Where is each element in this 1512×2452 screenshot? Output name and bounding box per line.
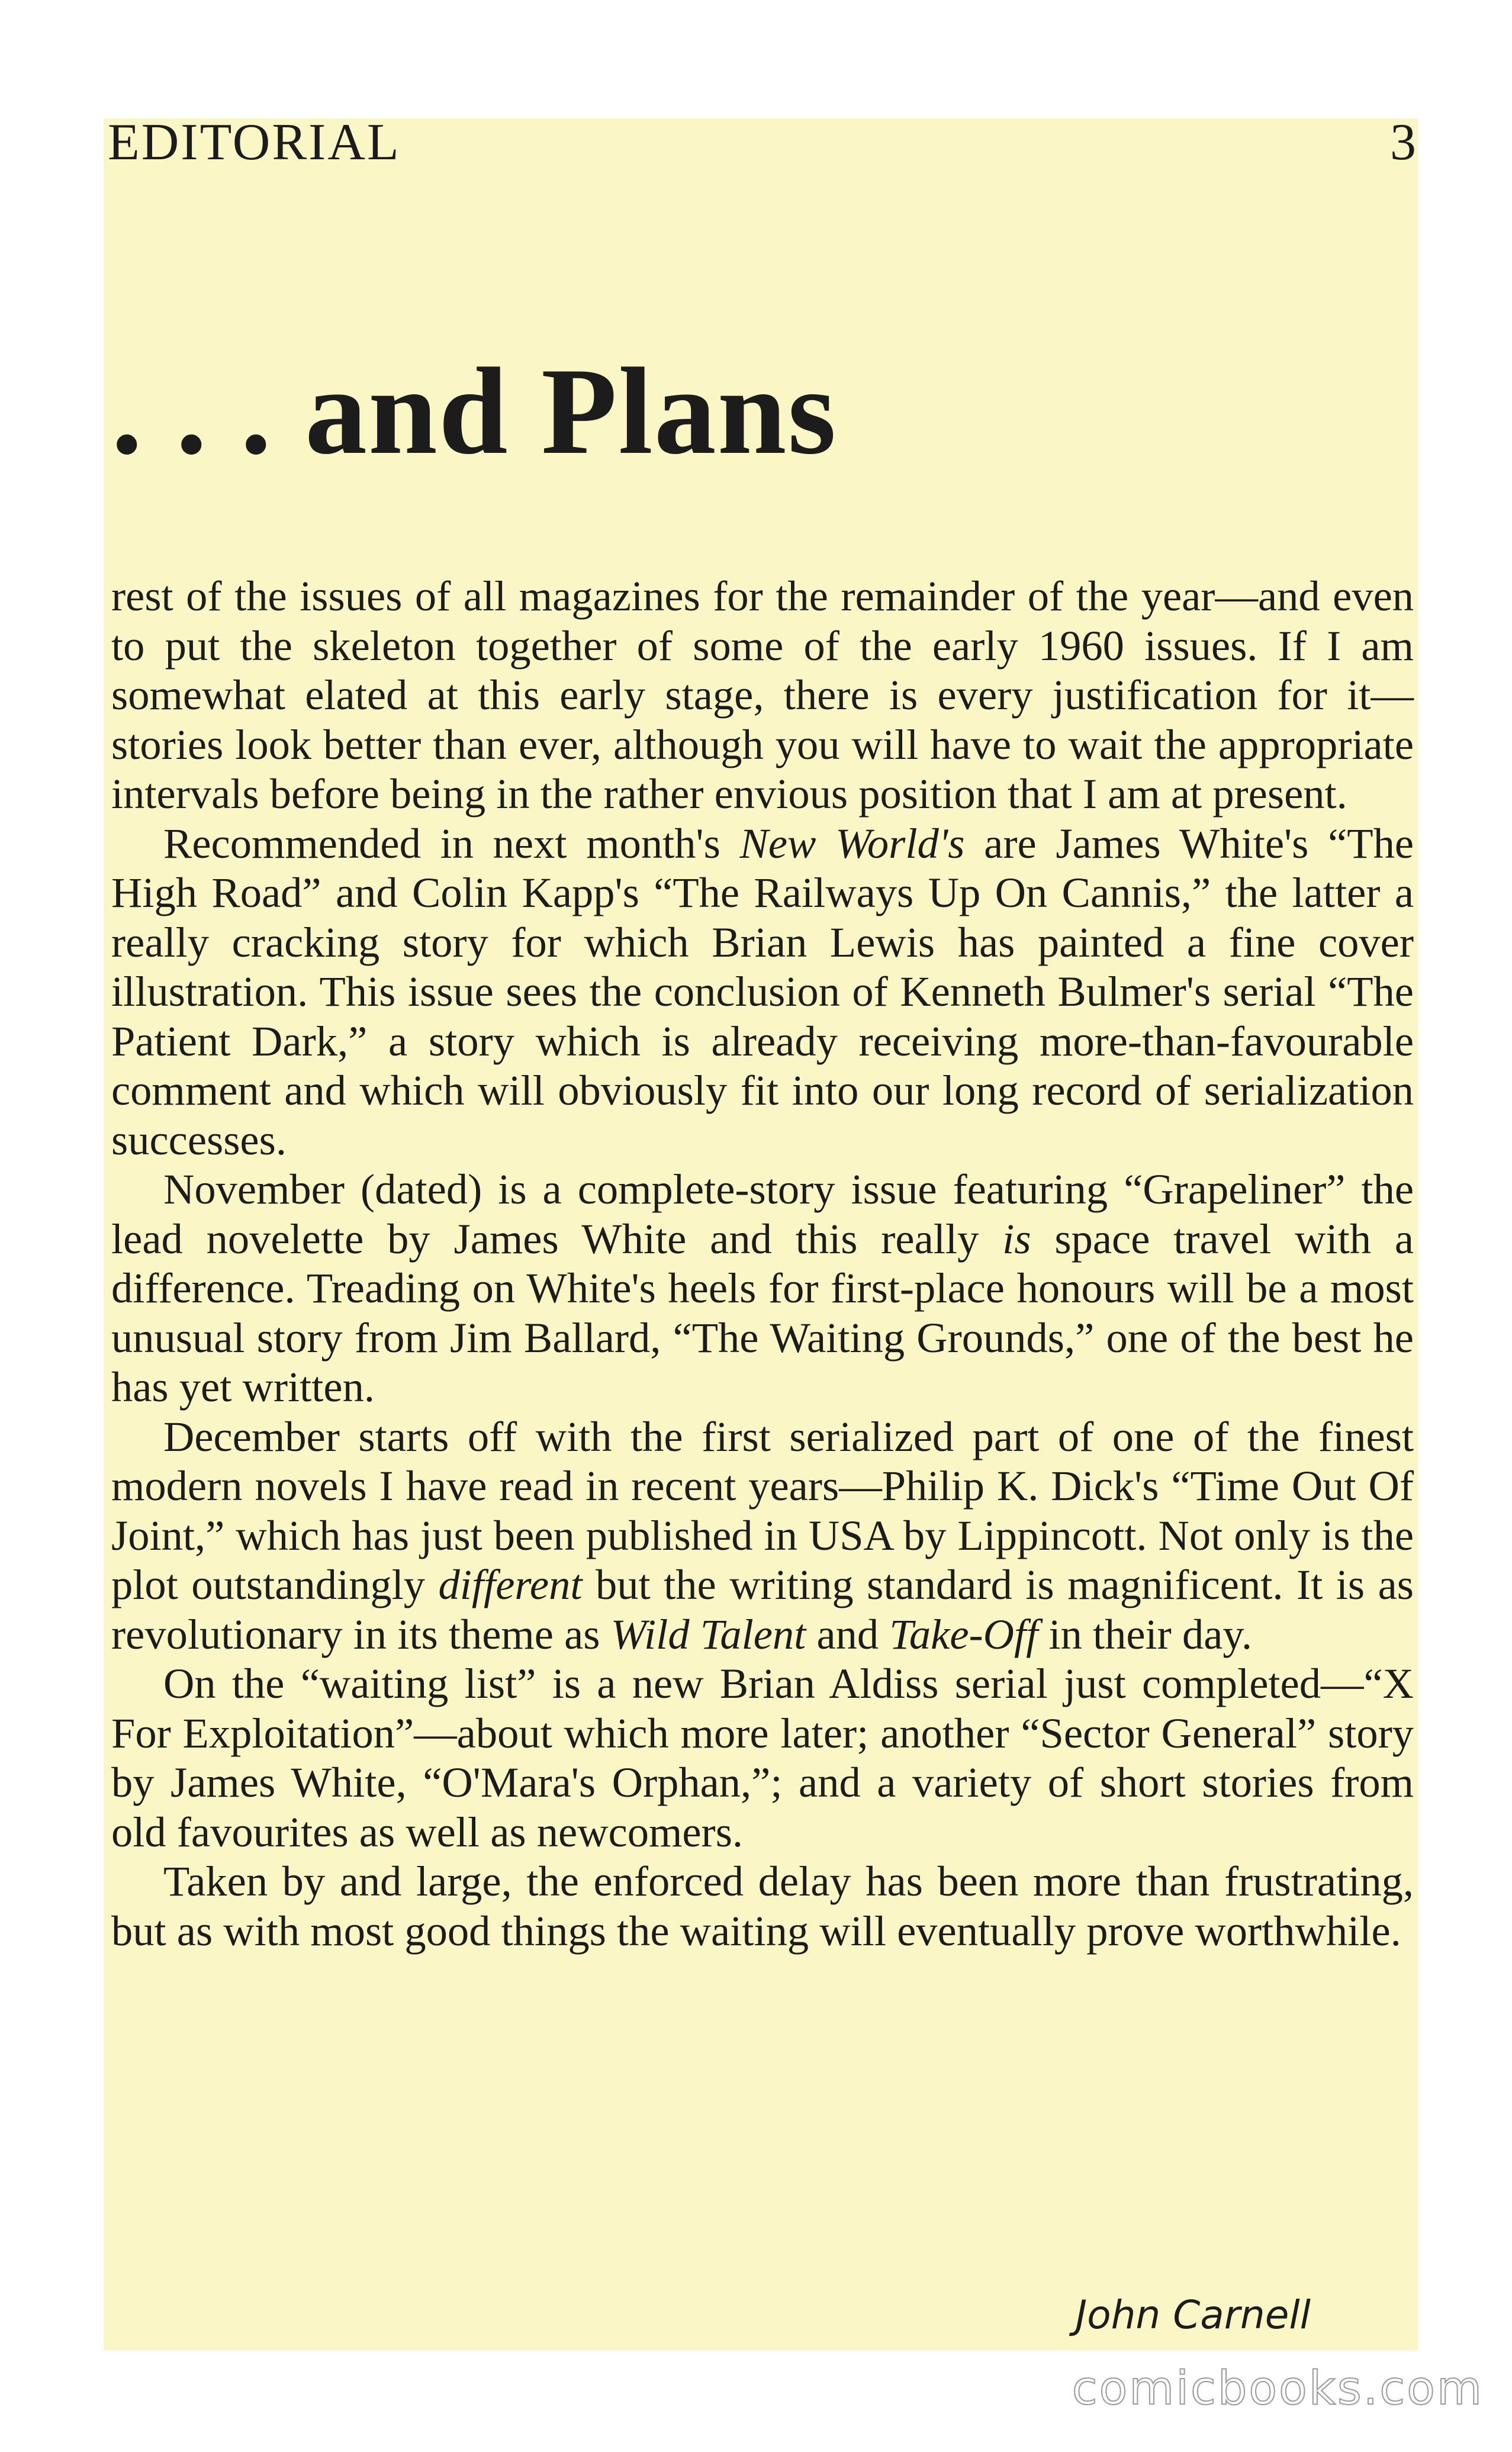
paragraph: November (dated) is a complete-story issue featuring “Grapeliner” the lead novelette by James White and this really is space travel with a difference. Treading on White's heels for first-place honours will be a most unusual story from Jim Ballard, “The Waiting Grounds,” one of the best he has yet written. xyxy=(111,1165,1414,1411)
paragraph: December starts off with the first serialized part of one of the finest modern novels I have read in recent years—Philip K. Dick's “Time Out Of Joint,” which has just been published in USA by Lippincott. Not only is the plot outstandingly different but the writing standard is magnificent. It is as revolutionary in its theme as Wild Talent and Take-Off in their day. xyxy=(111,1412,1414,1658)
editorial-body xyxy=(111,571,1414,1955)
editorial-headline: . . . and Plans xyxy=(111,343,838,480)
running-head xyxy=(108,112,1416,178)
section-title: EDITORIAL xyxy=(108,114,401,171)
author-signature: John Carnell xyxy=(1075,2292,1311,2338)
paragraph: rest of the issues of all magazines for the remainder of the year—and even to put the skeleton together of some of the early 1960 issues. If I am somewhat elated at this early stage, there is every justification for it—stories look better than ever, although you will have to wait the appropriate intervals before being in the rather envious position that I am at present. xyxy=(111,572,1414,818)
paragraph: Recommended in next month's New World's are James White's “The High Road” and Colin Kapp's “The Railways Up On Cannis,” the latter a really cracking story for which Brian Lewis has painted a fine cover illustration. This issue sees the conclusion of Kenneth Bulmer's serial “The Patient Dark,” a story which is already receiving more-than-favourable comment and which will obviously fit into our long record of serialization successes. xyxy=(111,819,1414,1164)
page-number: 3 xyxy=(1390,114,1416,171)
paragraph: Taken by and large, the enforced delay has been more than frustrating, but as with most good things the waiting will eventually prove worthwhile. xyxy=(111,1857,1414,1955)
watermark-logo: comicbooks.com xyxy=(1072,2362,1484,2415)
paragraph: On the “waiting list” is a new Brian Aldiss serial just completed—“X For Exploitation”—about which more later; another “Sector General” story by James White, “O'Mara's Orphan,”; and a variety of short stories from old favourites as well as newcomers. xyxy=(111,1659,1414,1856)
